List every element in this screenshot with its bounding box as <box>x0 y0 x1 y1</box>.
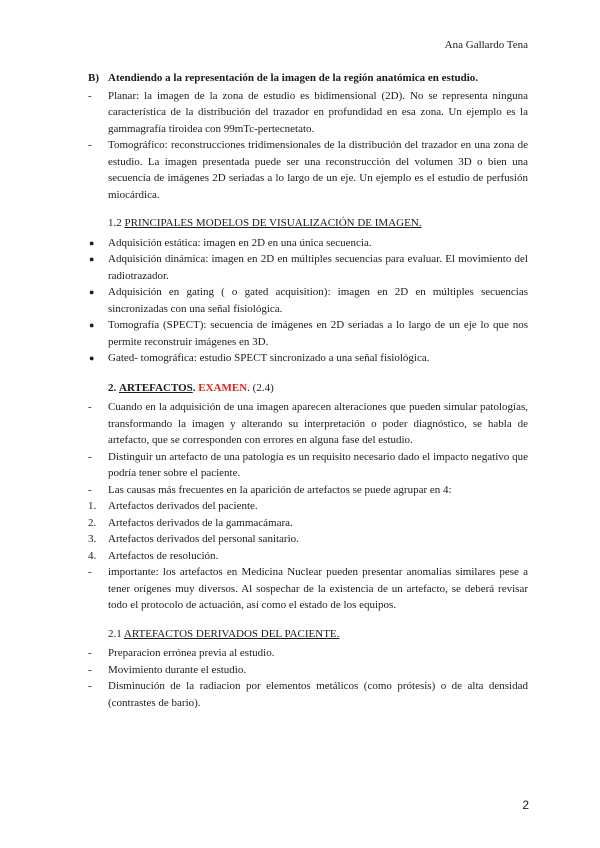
section-2-1-heading <box>88 626 528 643</box>
section-2-title: ARTEFACTOS <box>119 381 193 394</box>
bullet-icon: ● <box>89 254 95 264</box>
dash-marker: - <box>88 139 92 151</box>
section-2-1-title: ARTEFACTOS DERIVADOS DEL PACIENTE. <box>123 627 340 640</box>
list-item: - Planar: la imagen de la zona de estudio es bidimensional (2D). No se representa ninguna característica de la distribución del trazador en profundidad en esa zona. Un ejemplo es la gammagrafía tiroidea con 99mTc-pertecnetato. <box>88 89 528 135</box>
list-item: ● Adquisición estática: imagen en 2D en una única secuencia. <box>88 235 528 252</box>
section-b-label: B) <box>88 72 99 84</box>
section-b-heading <box>88 70 528 87</box>
list-item: - Cuando en la adquisición de una imagen aparecen alteraciones que pueden simular patologías, transformando la imagen y alterando su interpretación o poder diagnóstico, se habla de artefacto, que se corresponden con errores en alguna fase del estudio. <box>88 401 528 446</box>
numbered-item: 3. Artefactos derivados del personal sanitario. <box>88 533 299 545</box>
list-item: - Movimiento durante el estudio. <box>88 662 528 679</box>
list-item: - Distinguir un artefacto de una patología es un requisito necesario dado el impacto negativo que podría tener sobre el paciente. <box>88 450 528 479</box>
list-item: - importante: los artefactos en Medicina Nuclear pueden presentar anomalías similares pese a tener orígenes muy diversos. Al sospechar de la existencia de un artefacto, se deberá revisar todo el protocolo de actuación, así como el estado de los equipos. <box>88 566 528 611</box>
section-1-2-heading <box>88 215 528 232</box>
dash-marker: - <box>88 450 92 463</box>
bullet-icon: ● <box>89 237 95 248</box>
list-item: ● Tomografía (SPECT): secuencia de imágenes en 2D seriadas a lo largo de un eje lo que nos permite reconstruir imágenes en 3D. <box>89 319 528 348</box>
section-b-list <box>88 88 528 204</box>
header-author: Ana Gallardo Tena <box>444 39 528 51</box>
numbered-item: 2. Artefactos derivados de la gammacámara. <box>88 516 293 529</box>
numbered-item: 1. Artefactos derivados del paciente. <box>88 500 258 512</box>
section-2-1-number: 2.1 <box>108 627 122 640</box>
list-item: - Las causas más frecuentes en la aparición de artefactos se puede agrupar en 4: <box>88 482 528 499</box>
bullet-icon: ● <box>89 287 95 297</box>
exam-badge: EXAMEN <box>198 381 248 394</box>
section-2-list-a <box>88 399 528 498</box>
list-item: ● Gated- tomográfica: estudio SPECT sincronizado a una señal fisiológica. <box>88 350 528 367</box>
dash-marker: - <box>88 566 92 578</box>
section-2-heading: 2. ARTEFACTOS. EXAMEN. (2.4) <box>108 381 274 394</box>
dash-marker: - <box>88 89 92 102</box>
dash-marker: - <box>88 663 92 676</box>
section-2-number: 2. <box>108 381 117 394</box>
numbered-item: 4. Artefactos de resolución. <box>88 549 219 562</box>
section-1-2-list <box>88 235 528 367</box>
dash-marker: - <box>88 680 92 692</box>
list-item: ● Adquisición dinámica: imagen en 2D en múltiples secuencias para evaluar. El movimiento del radiotrazador. <box>89 253 528 282</box>
section-2-numbered-list <box>88 498 528 564</box>
bullet-icon: ● <box>89 353 95 363</box>
page-number: 2 <box>522 798 529 812</box>
section-2-list-b <box>88 564 528 614</box>
dash-marker: - <box>88 401 92 413</box>
dash-marker: - <box>88 647 92 659</box>
list-item: - Disminución de la radiacion por elementos metálicos (como prótesis) o de alta densidad (contrastes de bario). <box>88 680 528 709</box>
page-content <box>88 70 528 711</box>
bullet-icon: ● <box>89 320 95 330</box>
section-1-2-title: PRINCIPALES MODELOS DE VISUALIZACIÓN DE IMAGEN. <box>124 217 422 229</box>
list-item: ● Adquisición en gating ( o gated acquisition): imagen en 2D en múltiples secuencias sincronizadas con una señal fisiológica. <box>89 286 528 315</box>
section-1-2-number: 1.2 <box>108 217 122 229</box>
section-2-1-list <box>88 645 528 711</box>
section-b-title: Atendiendo a la representación de la imagen de la región anatómica en estudio. <box>108 72 479 84</box>
list-item: - Tomográfico: reconstrucciones tridimensionales de la distribución del trazador en una zona de estudio. La imagen presentada puede ser una reconstrucción del volumen 3D o bien una secuencia de imágenes 2D seriadas a lo largo de un eje. Un ejemplo es el estudio de perfusión miocárdica. <box>88 139 528 201</box>
section-2-ref: (2.4) <box>252 381 274 394</box>
dash-marker: - <box>88 483 92 496</box>
list-item: - Preparacion errónea previa al estudio. <box>88 645 528 662</box>
